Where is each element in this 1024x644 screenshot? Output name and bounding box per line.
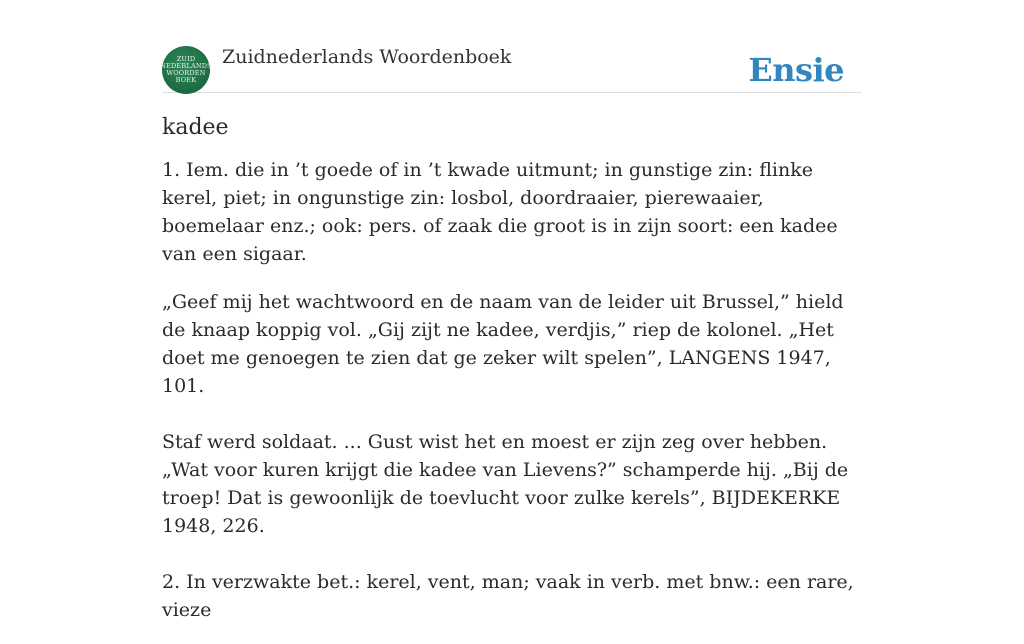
logo-line: NEDERLANDS bbox=[160, 62, 212, 70]
logo-line: BOEK bbox=[175, 76, 197, 84]
example-quote: „Geef mij het wachtwoord en de naam van de leider uit Brussel,” hield de knaap koppig vol. „Gij zijt ne kadee, verdjis,” riep de kolonel. „Het doet me genoegen te zien dat ge zeker wilt spelen”, LANGENS 1947, 101. bbox=[162, 291, 844, 397]
entry-content bbox=[162, 114, 862, 644]
dictionary-name-link[interactable]: Zuidnederlands Woordenboek bbox=[222, 46, 512, 68]
dictionary-logo[interactable] bbox=[162, 46, 210, 94]
logo-line: ZUID bbox=[176, 55, 196, 63]
example-quote: Staf werd soldaat. ... Gust wist het en moest er zijn zeg over hebben. „Wat voor kuren krijgt die kadee van Lievens?” schamperde hij. „Bij de troep! Dat is gewoonlijk de toevlucht voor zulke kerels”, BIJDEKERKE 1948, 226. bbox=[162, 431, 849, 537]
sense-definition: 1. Iem. die in ’t goede of in ’t kwade uitmunt; in gunstige zin: flinke kerel, piet; in ongunstige zin: losbol, doordraaier, pierewaaier, boemelaar enz.; ook: pers. of zaak die groot is in zijn soort: een kadee van een sigaar. bbox=[162, 159, 838, 265]
sense-definition: 2. In verzwakte bet.: kerel, vent, man; vaak in verb. met bnw.: een rare, vieze bbox=[162, 571, 854, 621]
headword: kadee bbox=[162, 115, 229, 140]
ensie-brand-logo[interactable]: Ensie bbox=[748, 51, 844, 89]
logo-line: WOORDEN bbox=[166, 69, 206, 77]
site-header bbox=[162, 40, 862, 93]
